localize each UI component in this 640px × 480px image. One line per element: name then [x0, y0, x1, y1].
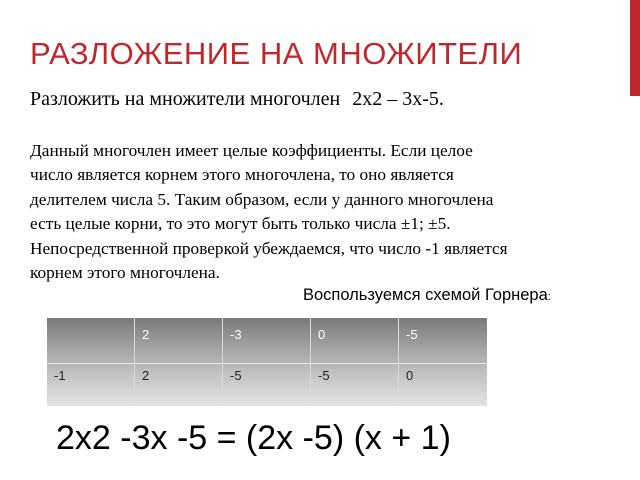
paragraph-line: делителем числа 5. Таким образом, если у данного многочлена — [30, 189, 494, 209]
table-cell-header-4: -5 — [406, 327, 418, 342]
horner-caption — [303, 286, 551, 305]
horner-table — [47, 318, 487, 406]
table-cell-header-0 — [47, 318, 135, 363]
table-cell-header-1: 2 — [135, 318, 223, 363]
paragraph-line: корнем этого многочлена. — [30, 263, 220, 283]
paragraph-line: число является корнем этого многочлена, то оно является — [30, 165, 454, 185]
paragraph-line: есть целые корни, то это могут быть только числа ±1; ±5. — [30, 214, 451, 234]
explanation-paragraph — [30, 139, 630, 285]
accent-bar — [630, 0, 640, 96]
table-cell-header-3: 0 — [311, 318, 399, 363]
slide-title: РАЗЛОЖЕНИЕ НА МНОЖИТЕЛИ — [30, 36, 523, 71]
horner-caption-colon: : — [547, 291, 551, 303]
table-cell-result-0: -1 — [47, 363, 135, 406]
task-text: Разложить на множители многочлен — [30, 88, 341, 110]
table-cell-result-2: -5 — [223, 363, 311, 406]
paragraph-line: Непосредственной проверкой убеждаемся, что число -1 является — [30, 238, 508, 258]
table-cell-header-2: -3 — [223, 318, 311, 363]
task-statement — [30, 88, 444, 111]
table-cell-result-3: -5 — [311, 363, 399, 406]
table-cell-result-4: 0 — [406, 368, 414, 383]
result-equation: 2x2 -3x -5 = (2x -5) (x + 1) — [56, 419, 451, 457]
paragraph-line: Данный многочлен имеет целые коэффициенты. Если целое — [30, 141, 473, 160]
task-expression: 2x2 – 3x-5. — [352, 88, 444, 110]
table-cell-result-1: 2 — [135, 363, 223, 406]
horner-caption-text: Воспользуемся схемой Горнера — [303, 286, 548, 304]
